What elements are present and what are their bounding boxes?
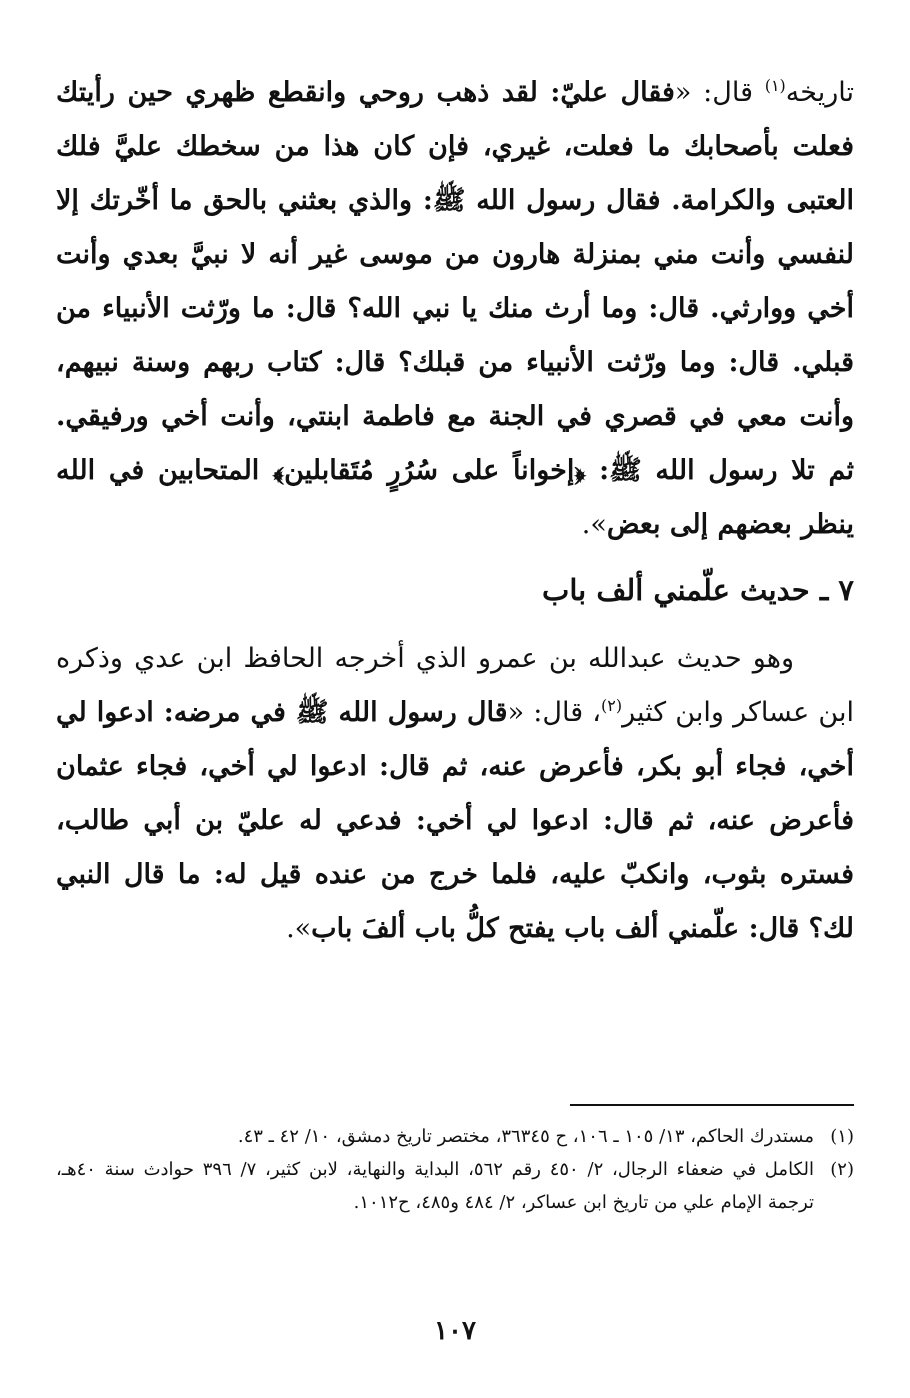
main-text	[56, 66, 854, 956]
paragraph-2	[56, 632, 854, 956]
footnote-ref-1: (١)	[764, 76, 786, 95]
paragraph-2-quote: قال رسول الله ﷺ في مرضه: ادعوا لي أخي، فجاء أبو بكر، فأعرض عنه، ثم قال: ادعوا لي أخي، فجاء عثمان فأعرض عنه، ثم قال: ادعوا لي أخي: فدعي له عليّ بن أبي طالب، فستره بثوب، وانكبّ عليه، فلما خرج من عنده قيل له: ما قال النبي لك؟ قال: علّمني ألف باب يفتح كلُّ باب ألفَ باب	[56, 697, 854, 944]
footnote-ref-2: (٢)	[601, 696, 623, 715]
footnote-2-number: (٢)	[830, 1159, 854, 1180]
footnote-divider	[570, 1104, 854, 1106]
footnote-2-text: الكامل في ضعفاء الرجال، ٢/ ٤٥٠ رقم ٥٦٢، البداية والنهاية، لابن كثير، ٧/ ٣٩٦ حوادث سنة ٤٠هـ، ترجمة الإمام علي من تاريخ ابن عساكر، ٢/ ٤٨٤ و٤٨٥، ح١٠١٢.	[56, 1159, 814, 1213]
section-heading: ٧ ـ حديث علّمني ألف باب	[542, 573, 854, 607]
paragraph-2-close: ».	[286, 913, 312, 944]
paragraph-1-intro: قال: «	[674, 77, 765, 108]
paragraph-2-intro: ، قال: «	[507, 697, 601, 728]
footnotes	[56, 1120, 854, 1219]
paragraph-1-quote: فقال عليّ: لقد ذهب روحي وانقطع ظهري حين رأيتك فعلت بأصحابك ما فعلت، غيري، فإن كان هذا من سخطك عليَّ فلك العتبى والكرامة. فقال رسول الله ﷺ: والذي بعثني بالحق ما أخّرتك إلا لنفسي وأنت مني بمنزلة هارون من موسى غير أنه لا نبيَّ بعدي وأنت أخي ووارثي. قال: وما أرث منك يا نبي الله؟ قال: ما ورّثت الأنبياء من قبلي. قال: وما ورّثت الأنبياء من قبلك؟ قال: كتاب ربهم وسنة نبيهم، وأنت معي في قصري في الجنة مع فاطمة ابنتي، وأنت أخي ورفيقي. ثم تلا رسول الله ﷺ: ﴿إخواناً على سُرُرٍ مُتَقابلين﴾ المتحابين في الله ينظر بعضهم إلى بعض	[56, 77, 855, 540]
footnote-1-number: (١)	[830, 1126, 854, 1147]
footnote-1	[56, 1120, 854, 1153]
page-number: ١٠٧	[434, 1316, 476, 1346]
paragraph-1-close: ».	[581, 509, 607, 540]
footnote-2	[56, 1153, 854, 1219]
paragraph-1	[56, 66, 854, 552]
paragraph-2-lead: وهو حديث عبدالله بن عمرو الذي أخرجه الحافظ ابن عدي وذكره ابن عساكر وابن كثير	[56, 643, 854, 728]
paragraph-1-lead: تاريخه	[785, 77, 854, 108]
footnote-1-text: مستدرك الحاكم، ١٣/ ١٠٥ ـ ١٠٦، ح ٣٦٣٤٥، مختصر تاريخ دمشق، ١٠/ ٤٢ ـ ٤٣.	[237, 1126, 814, 1147]
